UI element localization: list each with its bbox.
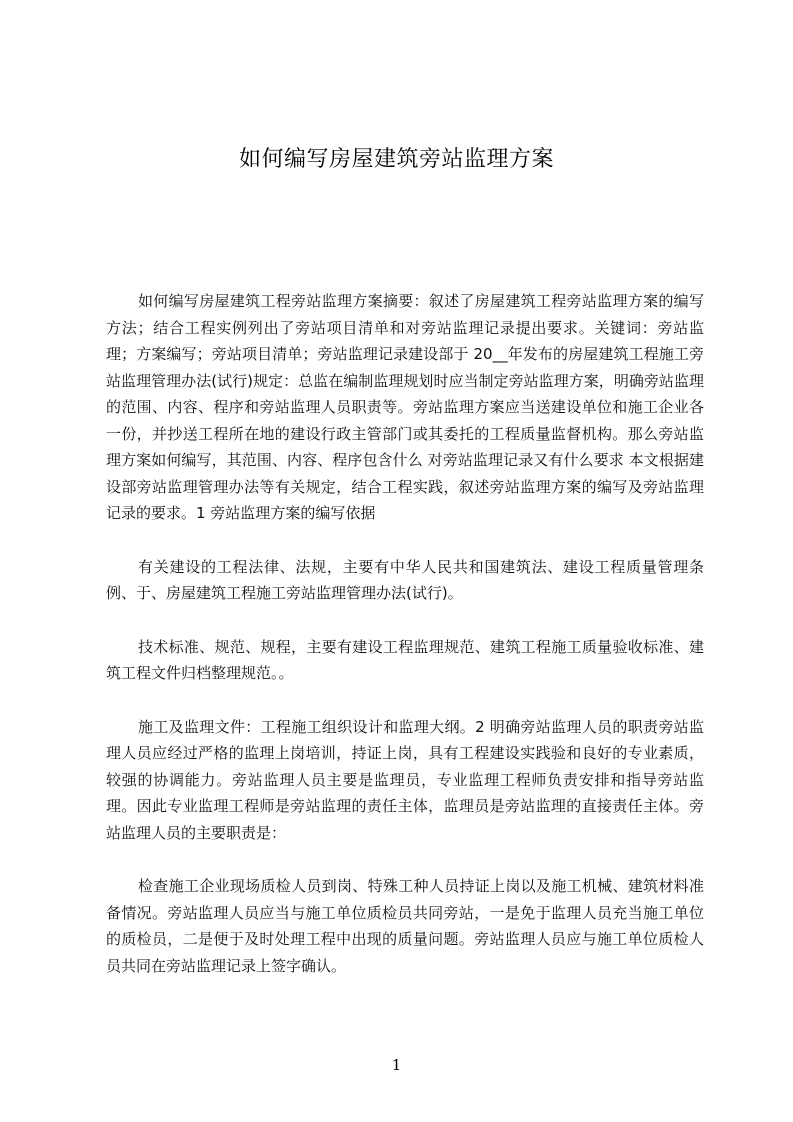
paragraph-duties: 施工及监理文件：工程施工组织设计和监理大纲。2 明确旁站监理人员的职责旁站监理人员应经过严格的监理上岗培训，持证上岗，具有工程建设实践验和良好的专业素质，较强的协调能力。旁站监理人员主要是监理员，专业监理工程师负责安排和指导旁站监理。因此专业监理工程师是旁站监理的责任主体，监理员是旁站监理的直接责任主体。旁站监理人员的主要职责是： — [106, 717, 704, 842]
page-number: 1 — [391, 1056, 402, 1074]
paragraph-inspection: 检查施工企业现场质检人员到岗、特殊工种人员持证上岗以及施工机械、建筑材料准备情况。旁站监理人员应当与施工单位质检员共同旁站，一是免于监理人员充当施工单位的质检员，二是便于及时处理工程中出现的质量问题。旁站监理人员应与施工单位质检人员共同在旁站监理记录上签字确认。 — [106, 877, 704, 975]
paragraph-abstract: 如何编写房屋建筑工程旁站监理方案摘要：叙述了房屋建筑工程旁站监理方案的编写方法；结合工程实例列出了旁站项目清单和对旁站监理记录提出要求。关键词：旁站监理；方案编写；旁站项目清单；旁站监理记录建设部于 20__年发布的房屋建筑工程施工旁站监理管理办法(试行)规定：总监在编制监理规划时应当制定旁站监理方案，明确旁站监理的范围、内容、程序和旁站监理人员职责等。旁站监理方案应当送建设单位和施工企业各一份，并抄送工程所在地的建设行政主管部门或其委托的工程质量监督机构。那么旁站监理方案如何编写，其范围、内容、程序包含什么 对旁站监理记录又有什么要求 本文根据建设部旁站监理管理办法等有关规定，结合工程实践，叙述旁站监理方案的编写及旁站监理记录的要求。1 旁站监理方案的编写依据 — [106, 292, 704, 522]
document-body — [106, 288, 704, 979]
document-title: 如何编写房屋建筑旁站监理方案 — [238, 147, 554, 172]
paragraph-laws: 有关建设的工程法律、法规，主要有中华人民共和国建筑法、建设工程质量管理条例、于、房屋建筑工程施工旁站监理管理办法(试行)。 — [106, 557, 704, 602]
paragraph-standards: 技术标准、规范、规程，主要有建设工程监理规范、建筑工程施工质量验收标准、建筑工程文件归档整理规范。。 — [106, 637, 704, 682]
